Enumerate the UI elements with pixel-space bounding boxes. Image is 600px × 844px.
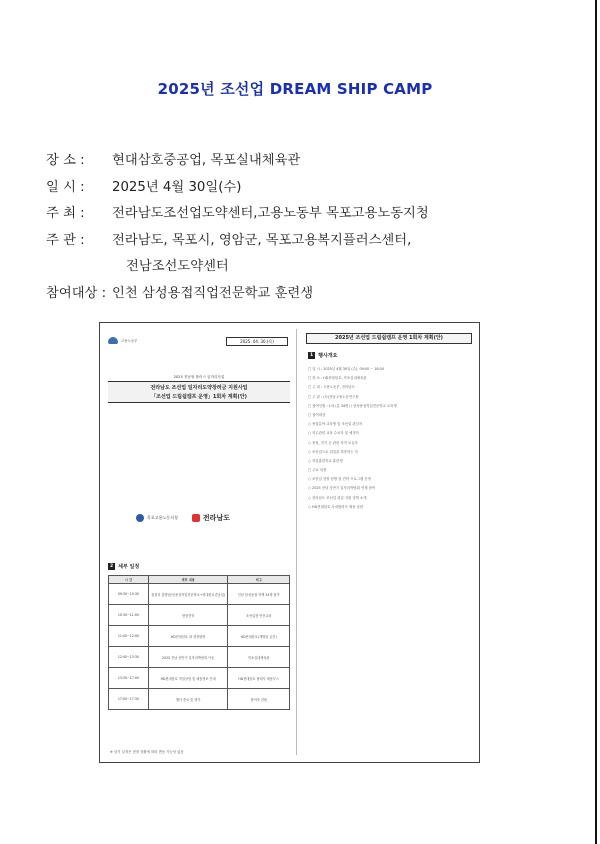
- table-row: 09:30~10:30 집결지 출발(삼성용접직업전문학교→현대삼호중공업) 인천 삼성용접 학생 34명 참가: [109, 584, 290, 605]
- ministry-logo-icon: [108, 337, 118, 344]
- list-item: □ 장 소 : HD현대삼호, 목포실내체육관: [308, 376, 367, 381]
- list-item: □ 주 관 : (사)전남고용노동연구원: [308, 394, 359, 399]
- list-item: ○ 직업훈련학교 훈련생: [308, 458, 343, 463]
- overview-section-heading: 1 행사개요: [310, 353, 338, 359]
- jeonnam-logo: 전라남도: [192, 513, 230, 523]
- host-value: 전라남도조선업도약센터,고용노동부 목포고용노동지청: [112, 206, 429, 221]
- table-header-row: [109, 576, 290, 584]
- organizer-value: 전라남도, 목포시, 영암군, 목포고용복지플러스센터,: [112, 232, 412, 248]
- organizer-row: [46, 228, 566, 255]
- list-item: ○ 직무관련 교육 수료자 및 예정자: [308, 431, 359, 436]
- list-item: ○ 전라남도 조선업 취업 지원 정책 소개: [308, 495, 367, 500]
- participants-label: 참여대상 :: [46, 285, 107, 301]
- list-item: □ 주 최 : 고용노동부, 전라남도: [308, 385, 355, 390]
- list-item: ○ 용접, 전기 등 관련 자격 보유자: [308, 440, 358, 445]
- schedule-table: [108, 575, 290, 710]
- list-item: ○ 용접분야 교육생 및 조선업 관심자: [308, 422, 363, 427]
- ministry-logo: 고용노동부: [108, 337, 137, 344]
- organization-logos: [136, 513, 230, 523]
- host-row: [46, 201, 566, 228]
- jeonnam-icon: [192, 514, 200, 522]
- organizer-label: 주 관 :: [46, 232, 85, 248]
- participants-row: [46, 281, 566, 308]
- list-item: □ 일 시 : 2025년 4월 30일 (수), 09:00 ~ 18:00: [308, 367, 384, 371]
- cover-title: 전라남도 조선업 일자리도약장려금 지원사업 「조선업 드림쉽캠프 운영」1회차 계획(안): [108, 381, 290, 403]
- table-header: 세부 내용: [148, 576, 228, 584]
- cover-subtitle: 2025 전남형 플러스 일자리사업: [173, 375, 225, 379]
- page-right-border: [595, 0, 597, 844]
- list-item: ○ 조선업으로 취업을 희망하는 자: [308, 449, 358, 454]
- list-item: ○ HD현대삼호 사내협력사 채용 상담: [308, 504, 364, 509]
- table-row: 11:00~12:00 HD현대삼호 내 현장탐방 HD현대삼호(개방된 공간): [109, 626, 290, 647]
- table-row: 13:30~17:00 HD현대삼호 직업상담 및 채용정보 안내 HD현대삼호 협력사 채용부스: [109, 668, 290, 689]
- table-row: 10:30~11:00 현장견학 조선업장 안전교육: [109, 605, 290, 626]
- page-title: 2025년 조선업 DREAM SHIP CAMP: [157, 80, 433, 98]
- participants-value: 인천 삼성용접직업전문학교 훈련생: [112, 285, 314, 301]
- table-row: 12:00~13:30 2025 전남 상반기 일자리박람회 이동 목포실내체육관: [109, 647, 290, 668]
- organizer-value-2: 전남조선도약센터: [126, 259, 229, 274]
- list-item: □ 참여대상: [308, 412, 326, 417]
- date-value: 2025년 4월 30일(수): [112, 179, 242, 195]
- date-row: [46, 175, 566, 202]
- list-item: □ 주요 내용: [308, 468, 327, 473]
- list-item: □ 참여인원 : 1차 (총 34명) / 삼성용접직업전문학교 교육생: [308, 403, 397, 408]
- table-header: 비고: [228, 576, 290, 584]
- host-label: 주 최 :: [46, 206, 85, 221]
- plan-title: 2025년 조선업 드림쉽캠프 운영 1회차 계획(안): [306, 333, 472, 344]
- labor-office-logo: 목포고용노동지청: [136, 514, 178, 522]
- list-item: ○ 조선업 현장 탐방 및 견학 프로그램 운영: [308, 477, 371, 482]
- schedule-section-heading: 2 세부 일정: [110, 564, 140, 570]
- list-item: ○ 2025 전남 상반기 일자리박람회 연계 참여: [308, 486, 376, 491]
- date-label: 일 시 :: [46, 179, 85, 195]
- table-header: 시 간: [109, 576, 149, 584]
- venue-row: [46, 148, 566, 175]
- page-divider: [296, 329, 297, 755]
- venue-label: 장 소 :: [46, 153, 85, 168]
- venue-value: 현대삼호중공업, 목포실내체육관: [112, 153, 301, 168]
- document-date: 2025. 04. 30.(목): [226, 337, 288, 346]
- labor-office-icon: [136, 514, 144, 522]
- event-plan-document-image: [99, 322, 480, 763]
- event-info: [46, 148, 566, 307]
- schedule-footnote: ※ 상기 일정은 현장 상황에 따라 변동 가능성 있음: [110, 750, 184, 754]
- table-row: 17:00~17:30 행사 종료 및 귀가 참여자 전원: [109, 689, 290, 710]
- plan-overview-list: [308, 365, 474, 512]
- organizer-row-continued: [46, 254, 566, 281]
